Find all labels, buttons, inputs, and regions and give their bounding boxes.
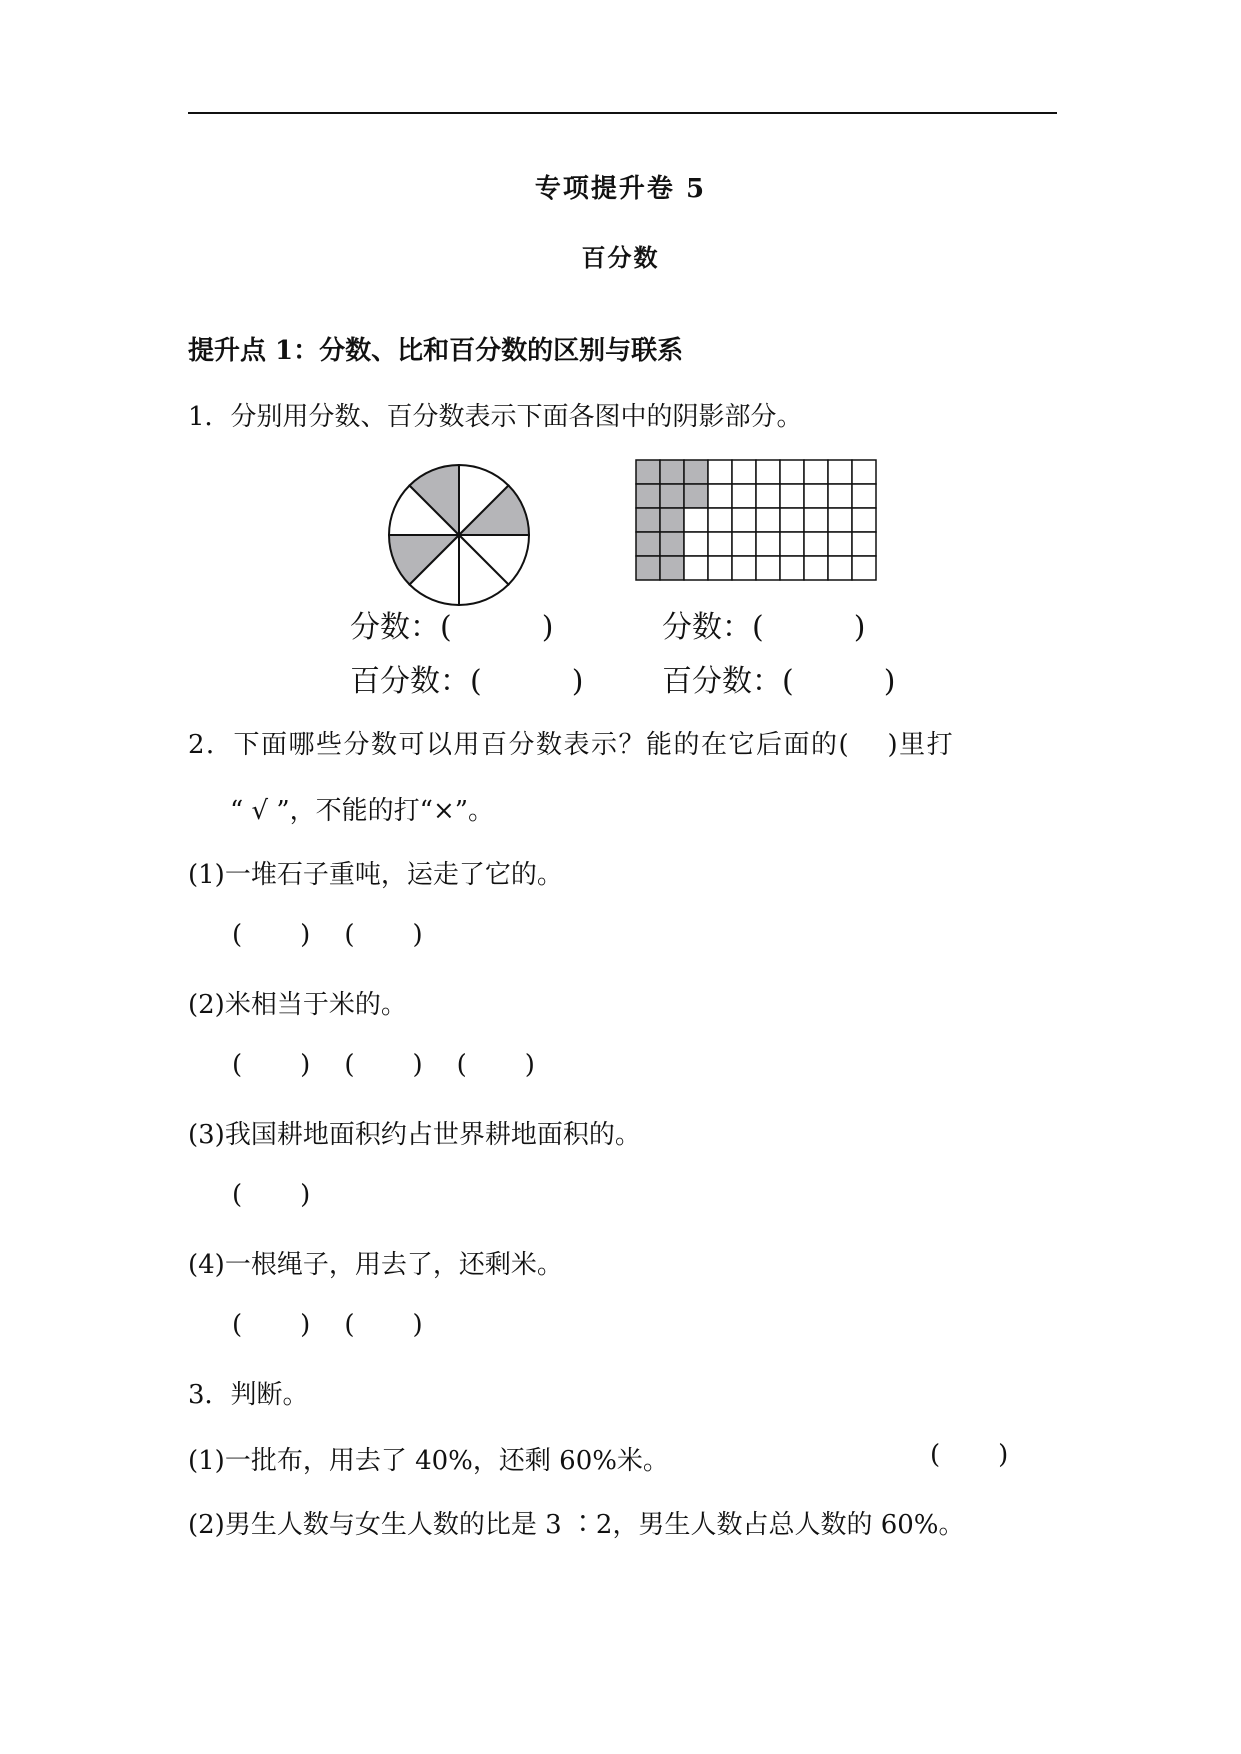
grid-cell <box>828 556 852 580</box>
grid-cell <box>732 532 756 556</box>
grid-cell-shaded <box>660 460 684 484</box>
grid-cell <box>804 532 828 556</box>
grid-cell <box>852 460 876 484</box>
grid-cell <box>756 484 780 508</box>
grid-cell <box>684 508 708 532</box>
q3-item-2: (2)男生人数与女生人数的比是 3 ∶2，男生人数占总人数的 60%。 <box>188 1510 965 1540</box>
grid-cell <box>828 460 852 484</box>
grid-cell <box>804 460 828 484</box>
grid-cell <box>852 484 876 508</box>
section-heading-1: 提升点 1：分数、比和百分数的区别与联系 <box>188 336 684 366</box>
grid-cell-shaded <box>660 484 684 508</box>
grid-cell <box>828 508 852 532</box>
grid-cell <box>780 508 804 532</box>
grid-cell-shaded <box>660 532 684 556</box>
page-title: 专项提升卷 5 <box>534 174 707 204</box>
q2-prompt-line1: 2．下面哪些分数可以用百分数表示？能的在它后面的( )里打 <box>188 730 955 760</box>
grid-cell <box>708 460 732 484</box>
grid-cell <box>852 556 876 580</box>
answer-blank[interactable]: ( ) <box>456 1050 535 1080</box>
top-rule <box>188 112 1057 114</box>
grid-cell <box>756 508 780 532</box>
answer-blank[interactable]: ( ) <box>232 1180 311 1210</box>
grid-cell-shaded <box>636 508 660 532</box>
q1-left-percent: 百分数：( ) <box>350 664 584 699</box>
q1-left-fraction: 分数：( ) <box>350 610 554 645</box>
q2-item-2: (2)米相当于米的。 <box>188 990 407 1020</box>
grid-cell <box>732 556 756 580</box>
grid-cell <box>732 460 756 484</box>
grid-cell <box>804 508 828 532</box>
grid-cell-shaded <box>684 484 708 508</box>
q2-item-4-answers <box>232 1310 423 1340</box>
grid-cell <box>684 532 708 556</box>
q2-item-2-answers <box>232 1050 535 1080</box>
grid-cell-shaded <box>684 460 708 484</box>
grid-cell <box>804 556 828 580</box>
grid-cell-shaded <box>636 460 660 484</box>
answer-blank[interactable]: ( ) <box>344 920 423 950</box>
answer-blank[interactable]: ( ) <box>930 1440 1009 1470</box>
grid-cell-shaded <box>636 484 660 508</box>
grid-cell <box>780 460 804 484</box>
q2-item-3: (3)我国耕地面积约占世界耕地面积的。 <box>188 1120 641 1150</box>
q2-item-1-answers <box>232 920 423 950</box>
grid-cell <box>780 532 804 556</box>
pie-figure <box>384 460 534 610</box>
grid-cell-shaded <box>660 508 684 532</box>
grid-cell <box>804 484 828 508</box>
grid-cell <box>828 532 852 556</box>
q3-prompt: 3．判断。 <box>188 1380 309 1410</box>
grid-cell <box>684 556 708 580</box>
answer-blank[interactable]: ( ) <box>344 1050 423 1080</box>
grid-cell <box>780 484 804 508</box>
grid-cell <box>708 556 732 580</box>
grid-cell <box>852 532 876 556</box>
q2-item-1: (1)一堆石子重吨，运走了它的。 <box>188 860 563 890</box>
answer-blank[interactable]: ( ) <box>232 1050 311 1080</box>
grid-cell <box>780 556 804 580</box>
q2-item-3-answers <box>232 1180 310 1210</box>
grid-cell <box>732 508 756 532</box>
page-subtitle: 百分数 <box>581 243 660 272</box>
answer-blank[interactable]: ( ) <box>344 1310 423 1340</box>
answer-blank[interactable]: ( ) <box>232 1310 311 1340</box>
grid-cell <box>756 556 780 580</box>
grid-cell <box>852 508 876 532</box>
grid-figure <box>635 459 877 581</box>
grid-cell <box>708 508 732 532</box>
grid-cell <box>756 532 780 556</box>
grid-cell <box>732 484 756 508</box>
q1-right-percent: 百分数：( ) <box>662 664 896 699</box>
q2-prompt-line2: “ √ ”，不能的打“×”。 <box>230 796 495 826</box>
grid-cell <box>708 484 732 508</box>
grid-cell-shaded <box>636 556 660 580</box>
grid-cell <box>708 532 732 556</box>
answer-blank[interactable]: ( ) <box>232 920 311 950</box>
q3-item-1: (1)一批布，用去了 40%，还剩 60%米。 <box>188 1446 669 1476</box>
grid-cell <box>828 484 852 508</box>
grid-cell-shaded <box>636 532 660 556</box>
q2-item-4: (4)一根绳子，用去了，还剩米。 <box>188 1250 563 1280</box>
grid-cell <box>756 460 780 484</box>
q1-prompt: 1．分别用分数、百分数表示下面各图中的阴影部分。 <box>188 402 803 432</box>
q1-right-fraction: 分数：( ) <box>662 610 866 645</box>
q3-item-1-answer <box>930 1440 1008 1470</box>
grid-cell-shaded <box>660 556 684 580</box>
